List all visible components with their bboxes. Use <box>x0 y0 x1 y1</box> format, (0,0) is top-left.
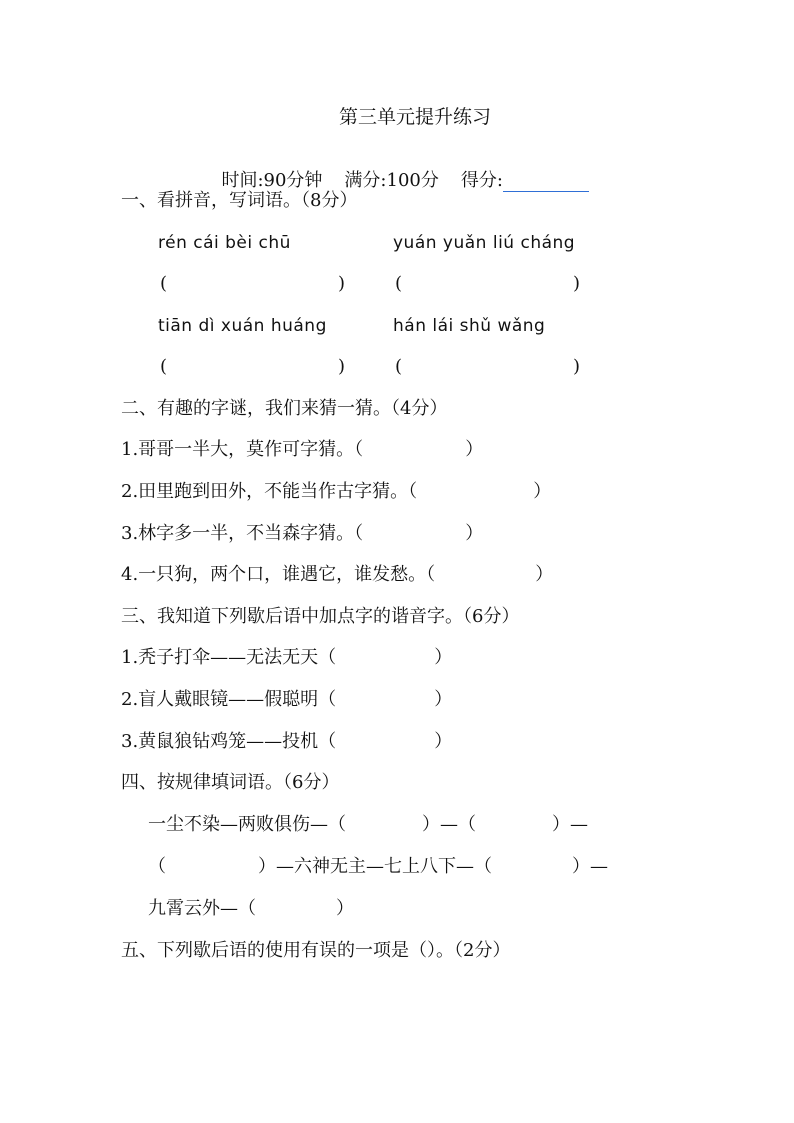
close-paren: ） <box>535 564 554 585</box>
answer-open-paren: ( <box>160 356 168 377</box>
pinyin-item-2: yuán yuǎn liú cháng <box>393 233 576 253</box>
section3-heading: 三、我知道下列歇后语中加点字的谐音字。（6分） <box>121 606 520 627</box>
close-paren: ） <box>434 731 453 752</box>
riddle-text: 1.哥哥一半大，莫作可字猜。（ <box>121 439 364 460</box>
close-paren: ） <box>434 689 453 710</box>
answer-open-paren: ( <box>395 273 403 294</box>
pattern-text: ）—（ <box>422 814 476 835</box>
pattern-line-3 <box>148 898 354 920</box>
section4-heading: 四、按规律填词语。（6分） <box>121 772 340 793</box>
riddle-3 <box>121 523 483 545</box>
score-input-line[interactable] <box>503 173 589 192</box>
score-label: 得分: <box>460 170 503 191</box>
riddle-4 <box>121 564 553 586</box>
section5-heading: 五、下列歇后语的使用有误的一项是（）。（2分） <box>121 940 511 961</box>
pattern-text: ） <box>336 898 354 919</box>
xiehouyu-1 <box>121 647 452 669</box>
pinyin-item-1: rén cái bèi chū <box>158 233 291 253</box>
pattern-text: 九霄云外—（ <box>148 898 256 919</box>
pattern-text: （ <box>148 856 166 877</box>
pattern-line-2 <box>148 856 608 878</box>
pattern-text: ）— <box>552 814 588 835</box>
section1-heading: 一、看拼音，写词语。（8分） <box>121 190 358 211</box>
close-paren: ） <box>434 647 453 668</box>
close-paren: ） <box>533 481 552 502</box>
close-paren: ） <box>465 523 484 544</box>
riddle-text: 4.一只狗，两个口，谁遇它，谁发愁。（ <box>121 564 436 585</box>
pattern-text: ）— <box>572 856 608 877</box>
xiehouyu-text: 3.黄鼠狼钻鸡笼——投机（ <box>121 731 337 752</box>
close-paren: ） <box>465 439 484 460</box>
pattern-line-1 <box>148 814 588 836</box>
answer-close-paren: ) <box>573 273 581 294</box>
answer-open-paren: ( <box>160 273 168 294</box>
pattern-text: 一尘不染—两败俱伤—（ <box>148 814 346 835</box>
page-title: 第三单元提升练习 <box>338 106 491 128</box>
answer-close-paren: ) <box>338 356 346 377</box>
xiehouyu-text: 2.盲人戴眼镜——假聪明（ <box>121 689 337 710</box>
answer-close-paren: ) <box>573 356 581 377</box>
xiehouyu-text: 1.秃子打伞——无法无天（ <box>121 647 337 668</box>
time-limit: 时间:90分钟 <box>221 170 323 191</box>
exam-info <box>210 148 611 192</box>
riddle-2 <box>121 481 551 503</box>
full-score: 满分:100分 <box>344 170 439 191</box>
section2-heading: 二、有趣的字谜，我们来猜一猜。（4分） <box>121 398 448 419</box>
pattern-text: ）—六神无主—七上八下—（ <box>258 856 492 877</box>
riddle-text: 2.田里跑到田外，不能当作古字猜。（ <box>121 481 418 502</box>
riddle-1 <box>121 439 483 461</box>
xiehouyu-3 <box>121 731 452 753</box>
answer-open-paren: ( <box>395 356 403 377</box>
pinyin-item-3: tiān dì xuán huáng <box>158 316 327 336</box>
riddle-text: 3.林字多一半，不当森字猜。（ <box>121 523 364 544</box>
xiehouyu-2 <box>121 689 452 711</box>
answer-close-paren: ) <box>338 273 346 294</box>
pinyin-item-4: hán lái shǔ wǎng <box>393 316 546 336</box>
